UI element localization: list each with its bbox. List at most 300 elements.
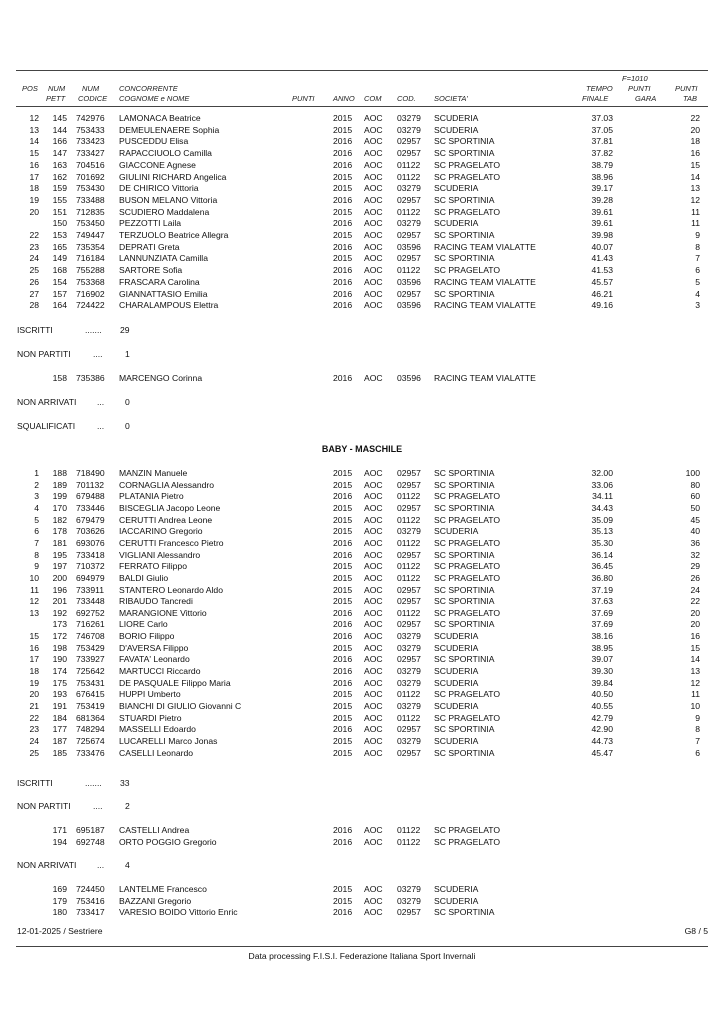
cell-pett: 171	[52, 825, 67, 835]
cell-anno: 2015	[333, 712, 353, 723]
cell-time: 38.16	[591, 631, 613, 642]
cell-cod: 01122	[397, 712, 421, 723]
cell-time: 40.50	[591, 689, 613, 700]
cell-code: 733446	[76, 502, 105, 513]
iscritti-value: 29	[120, 325, 130, 335]
squalificati-label: SQUALIFICATI	[17, 421, 76, 431]
cell-pett: 181	[52, 537, 67, 548]
cell-code: 716184	[76, 253, 105, 264]
cell-code: 733418	[76, 549, 105, 560]
cell-pos: 5	[34, 514, 39, 525]
cell-anno: 2015	[333, 561, 353, 572]
cell-pts: 20	[690, 124, 700, 135]
cell-com: AOC	[364, 230, 383, 240]
iscritti-label: ISCRITTI	[17, 325, 53, 335]
cell-pos: 19	[29, 677, 39, 688]
cell-com: AOC	[364, 218, 383, 229]
cell-pts: 12	[690, 677, 700, 688]
cell-soc: SC SPORTINIA	[434, 502, 495, 513]
table-row	[0, 515, 724, 525]
cell-pos: 14	[29, 136, 39, 147]
cell-name: HUPPI Umberto	[119, 689, 181, 700]
cell-name: VARESIO BOIDO Vittorio Enric	[119, 907, 238, 917]
cell-pts: 14	[690, 654, 700, 665]
cell-pts: 45	[690, 514, 700, 525]
cell-pett: 194	[52, 836, 67, 847]
cell-com: AOC	[364, 689, 383, 700]
cell-pett: 197	[52, 561, 67, 572]
cell-cod: 02957	[397, 194, 421, 205]
table-row	[0, 195, 724, 205]
cell-pts: 20	[690, 619, 700, 630]
non-arrivati-label: NON ARRIVATI	[17, 397, 77, 407]
cell-name: BAZZANI Gregorio	[119, 895, 192, 906]
cell-com: AOC	[364, 549, 383, 560]
table-row	[0, 113, 724, 123]
cell-cod: 02957	[397, 747, 421, 758]
cell-com: AOC	[364, 735, 383, 746]
cell-code: 703626	[76, 526, 105, 537]
cell-pos: 28	[29, 300, 39, 311]
cell-soc: SC SPORTINIA	[434, 136, 495, 147]
cell-com: AOC	[364, 596, 383, 607]
cell-anno: 2016	[333, 631, 353, 642]
col-anno: ANNO	[333, 94, 355, 103]
cell-code: 725642	[76, 666, 105, 677]
cell-pos: 21	[29, 701, 39, 711]
table-row	[0, 183, 724, 193]
table-row	[0, 666, 724, 676]
cell-anno: 2016	[333, 549, 353, 560]
cell-com: AOC	[364, 825, 383, 835]
cell-pts: 6	[695, 265, 700, 276]
col-punti-gara-1: PUNTI	[628, 84, 651, 93]
cell-cod: 02957	[397, 584, 421, 595]
table-row	[0, 526, 724, 536]
cell-pos: 27	[29, 288, 39, 299]
cell-time: 46.21	[591, 288, 613, 299]
cell-pett: 191	[52, 701, 67, 711]
cell-pts: 11	[691, 206, 700, 217]
iscritti-label: ISCRITTI	[17, 778, 53, 788]
col-num2: NUM	[82, 84, 100, 93]
non-partiti-label: NON PARTITI	[17, 349, 71, 359]
cell-pts: 100	[685, 468, 700, 478]
cell-soc: SCUDERIA	[434, 124, 479, 135]
cell-pett: 190	[52, 654, 67, 665]
cell-code: 693076	[76, 537, 105, 548]
cell-cod: 02957	[397, 288, 421, 299]
cell-soc: SC SPORTINIA	[434, 468, 495, 478]
cell-soc: SC PRAGELATO	[434, 206, 501, 217]
cell-anno: 2015	[333, 596, 353, 607]
cell-anno: 2016	[333, 607, 353, 618]
cell-pts: 5	[695, 276, 700, 287]
cell-soc: SC SPORTINIA	[434, 549, 495, 560]
cell-com: AOC	[364, 491, 383, 502]
cell-name: STANTERO Leonardo Aldo	[119, 584, 223, 595]
cell-soc: SC PRAGELATO	[434, 159, 501, 170]
cell-pts: 18	[690, 136, 700, 147]
cell-soc: SCUDERIA	[434, 677, 479, 688]
cell-cod: 02957	[397, 479, 421, 490]
cell-time: 39.61	[591, 218, 613, 229]
cell-code: 733423	[76, 136, 105, 147]
cell-com: AOC	[364, 113, 383, 123]
cell-code: 695187	[76, 825, 105, 835]
cell-soc: SCUDERIA	[434, 631, 479, 642]
cell-pett: 157	[52, 288, 67, 299]
non-arrivati-value: 4	[125, 860, 130, 870]
table-row	[0, 125, 724, 135]
table-row	[0, 907, 724, 917]
cell-soc: SCUDERIA	[434, 526, 479, 537]
cell-soc: SC SPORTINIA	[434, 724, 495, 735]
cell-com: AOC	[364, 895, 383, 906]
cell-anno: 2016	[333, 276, 353, 287]
cell-com: AOC	[364, 468, 383, 478]
cell-anno: 2015	[333, 468, 353, 478]
cell-com: AOC	[364, 666, 383, 677]
cell-pos: 9	[34, 561, 39, 572]
cell-pts: 20	[690, 607, 700, 618]
cell-cod: 03596	[397, 373, 421, 383]
cell-pett: 180	[52, 907, 67, 917]
cell-anno: 2015	[333, 183, 353, 194]
cell-pett: 177	[52, 724, 67, 735]
table-row	[0, 736, 724, 746]
cell-time: 41.43	[591, 253, 613, 264]
table-row	[0, 896, 724, 906]
cell-code: 694979	[76, 572, 105, 583]
cell-cod: 01122	[397, 514, 421, 525]
cell-pos: 19	[29, 194, 39, 205]
cell-com: AOC	[364, 206, 383, 217]
cell-pts: 36	[690, 537, 700, 548]
cell-time: 37.82	[591, 148, 613, 159]
cell-name: CERUTTI Francesco Pietro	[119, 537, 224, 548]
cell-name: RAPACCIUOLO Camilla	[119, 148, 212, 159]
table-row	[0, 300, 724, 310]
cell-pett: 145	[52, 113, 67, 123]
cell-name: SARTORE Sofia	[119, 265, 183, 276]
non-arrivati-label: NON ARRIVATI	[17, 860, 77, 870]
cell-name: RIBAUDO Tancredi	[119, 596, 193, 607]
cell-time: 35.09	[591, 514, 613, 525]
table-row	[0, 538, 724, 548]
col-codice: CODICE	[78, 94, 108, 103]
cell-cod: 02957	[397, 148, 421, 159]
cell-soc: SCUDERIA	[434, 735, 479, 746]
cell-cod: 02957	[397, 253, 421, 264]
cell-soc: RACING TEAM VIALATTE	[434, 241, 536, 252]
cell-code: 742976	[76, 113, 105, 123]
cell-soc: SC PRAGELATO	[434, 572, 501, 583]
cell-pos: 13	[29, 124, 39, 135]
cell-code: 733427	[76, 148, 105, 159]
table-row	[0, 277, 724, 287]
cell-pos: 12	[29, 596, 39, 607]
cell-pett: 189	[52, 479, 67, 490]
cell-pts: 26	[690, 572, 700, 583]
cell-anno: 2016	[333, 666, 353, 677]
cell-pos: 16	[29, 159, 39, 170]
table-row	[0, 884, 724, 894]
table-row	[0, 825, 724, 835]
cell-anno: 2016	[333, 218, 353, 229]
table-row	[0, 242, 724, 252]
cell-code: 735386	[76, 373, 105, 383]
cell-cod: 03596	[397, 276, 421, 287]
table-row	[0, 561, 724, 571]
non-arrivati-dots: ...	[97, 397, 105, 407]
cell-anno: 2016	[333, 136, 353, 147]
cell-pett: 187	[52, 735, 67, 746]
cell-time: 37.05	[591, 124, 613, 135]
cell-cod: 01122	[397, 825, 421, 835]
cell-code: 733927	[76, 654, 105, 665]
cell-time: 40.55	[591, 701, 613, 711]
cell-pett: 172	[52, 631, 67, 642]
col-concorrente: CONCORRENTE	[119, 84, 178, 93]
cell-pett: 166	[52, 136, 67, 147]
cell-pett: 188	[52, 468, 67, 478]
col-cod: COD.	[397, 94, 416, 103]
cell-code: 710372	[76, 561, 105, 572]
cell-soc: SC PRAGELATO	[434, 689, 501, 700]
table-row	[0, 136, 724, 146]
cell-pos: 8	[34, 549, 39, 560]
cell-cod: 01122	[397, 159, 421, 170]
cell-cod: 02957	[397, 136, 421, 147]
cell-pos: 15	[29, 148, 39, 159]
cell-time: 36.45	[591, 561, 613, 572]
cell-com: AOC	[364, 701, 383, 711]
col-punti: PUNTI	[292, 94, 315, 103]
cell-pos: 22	[29, 230, 39, 240]
cell-pett: 155	[52, 194, 67, 205]
cell-anno: 2015	[333, 113, 353, 123]
cell-soc: SC PRAGELATO	[434, 561, 501, 572]
cell-pts: 8	[695, 241, 700, 252]
cell-anno: 2015	[333, 642, 353, 653]
cell-soc: SCUDERIA	[434, 218, 479, 229]
table-row	[0, 724, 724, 734]
cell-soc: SC PRAGELATO	[434, 514, 501, 525]
cell-code: 692752	[76, 607, 105, 618]
cell-com: AOC	[364, 159, 383, 170]
cell-time: 45.57	[591, 276, 613, 287]
col-f: F=1010	[622, 74, 648, 83]
cell-time: 36.14	[591, 549, 613, 560]
cell-soc: SC PRAGELATO	[434, 712, 501, 723]
cell-pos: 25	[29, 265, 39, 276]
cell-code: 753429	[76, 642, 105, 653]
table-row	[0, 480, 724, 490]
cell-pett: 164	[52, 300, 67, 311]
cell-com: AOC	[364, 677, 383, 688]
cell-com: AOC	[364, 561, 383, 572]
top-rule	[16, 70, 708, 71]
cell-com: AOC	[364, 619, 383, 630]
cell-anno: 2016	[333, 265, 353, 276]
cell-pts: 60	[690, 491, 700, 502]
cell-soc: SCUDERIA	[434, 642, 479, 653]
footer-rule	[16, 946, 708, 947]
cell-cod: 02957	[397, 619, 421, 630]
cell-name: PEZZOTTI Laila	[119, 218, 182, 229]
cell-com: AOC	[364, 136, 383, 147]
cell-cod: 03279	[397, 113, 421, 123]
cell-name: BALDI Giulio	[119, 572, 169, 583]
cell-name: GIANNATTASIO Emilia	[119, 288, 208, 299]
cell-code: 718490	[76, 468, 105, 478]
cell-code: 753430	[76, 183, 105, 194]
table-row	[0, 678, 724, 688]
table-row	[0, 491, 724, 501]
table-row	[0, 550, 724, 560]
cell-code: 753450	[76, 218, 105, 229]
table-row	[0, 573, 724, 583]
cell-com: AOC	[364, 712, 383, 723]
col-tempo: TEMPO	[586, 84, 613, 93]
cell-pts: 7	[695, 735, 700, 746]
cell-time: 39.07	[591, 654, 613, 665]
cell-pts: 32	[690, 549, 700, 560]
cell-pts: 3	[695, 300, 700, 311]
cell-pett: 163	[52, 159, 67, 170]
footer-date-place: 12-01-2025 / Sestriere	[17, 926, 103, 936]
cell-com: AOC	[364, 747, 383, 758]
cell-cod: 02957	[397, 596, 421, 607]
cell-cod: 03279	[397, 884, 421, 894]
cell-anno: 2015	[333, 689, 353, 700]
table-row	[0, 289, 724, 299]
cell-pett: 153	[52, 230, 67, 240]
cell-anno: 2015	[333, 526, 353, 537]
cell-code: 753368	[76, 276, 105, 287]
cell-name: SCUDIERO Maddalena	[119, 206, 210, 217]
cell-pos: 12	[29, 113, 39, 123]
cell-code: 692748	[76, 836, 105, 847]
cell-pts: 16	[690, 631, 700, 642]
cell-com: AOC	[364, 276, 383, 287]
cell-anno: 2015	[333, 747, 353, 758]
cell-soc: SCUDERIA	[434, 895, 479, 906]
cell-name: MARANGIONE Vittorio	[119, 607, 207, 618]
col-pett: PETT	[46, 94, 66, 103]
cell-anno: 2016	[333, 537, 353, 548]
table-row	[0, 265, 724, 275]
cell-com: AOC	[364, 607, 383, 618]
cell-cod: 03279	[397, 701, 421, 711]
cell-cod: 03279	[397, 735, 421, 746]
cell-pett: 165	[52, 241, 67, 252]
cell-soc: SC PRAGELATO	[434, 607, 501, 618]
cell-code: 676415	[76, 689, 105, 700]
table-row	[0, 468, 724, 478]
cell-anno: 2016	[333, 724, 353, 735]
table-row	[0, 207, 724, 217]
cell-soc: SC SPORTINIA	[434, 288, 495, 299]
cell-pos: 17	[29, 171, 39, 182]
header-rule	[16, 106, 708, 107]
cell-com: AOC	[364, 265, 383, 276]
cell-pos: 10	[29, 572, 39, 583]
table-row	[0, 596, 724, 606]
cell-time: 45.47	[591, 747, 613, 758]
cell-soc: SC PRAGELATO	[434, 491, 501, 502]
cell-time: 34.43	[591, 502, 613, 513]
cell-pos: 23	[29, 241, 39, 252]
cell-cod: 01122	[397, 561, 421, 572]
cell-time: 37.81	[591, 136, 613, 147]
cell-name: MARCENGO Corinna	[119, 373, 203, 383]
cell-pts: 9	[695, 712, 700, 723]
cell-name: IACCARINO Gregorio	[119, 526, 203, 537]
cell-time: 40.07	[591, 241, 613, 252]
cell-pos: 7	[34, 537, 39, 548]
cell-name: MASSELLI Edoardo	[119, 724, 196, 735]
cell-pos: 16	[29, 642, 39, 653]
cell-pett: 195	[52, 549, 67, 560]
cell-name: LUCARELLI Marco Jonas	[119, 735, 218, 746]
cell-name: CERUTTI Andrea Leone	[119, 514, 213, 525]
cell-code: 733911	[76, 584, 105, 595]
cell-cod: 02957	[397, 907, 421, 917]
cell-time: 39.61	[591, 206, 613, 217]
cell-pett: 178	[52, 526, 67, 537]
cell-cod: 01122	[397, 491, 421, 502]
cell-anno: 2015	[333, 206, 353, 217]
non-arrivati-dots: ...	[97, 860, 105, 870]
cell-pos: 24	[29, 253, 39, 264]
table-row	[0, 172, 724, 182]
cell-anno: 2016	[333, 241, 353, 252]
cell-pts: 22	[690, 596, 700, 607]
cell-pos: 17	[29, 654, 39, 665]
cell-name: LANNUNZIATA Camilla	[119, 253, 208, 264]
cell-com: AOC	[364, 183, 383, 194]
table-row	[0, 148, 724, 158]
cell-anno: 2015	[333, 572, 353, 583]
cell-soc: SC PRAGELATO	[434, 537, 501, 548]
cell-time: 39.98	[591, 230, 613, 240]
cell-anno: 2015	[333, 584, 353, 595]
table-row	[0, 654, 724, 664]
cell-pts: 15	[690, 642, 700, 653]
cell-pos: 26	[29, 276, 39, 287]
cell-name: PUSCEDDU Elisa	[119, 136, 189, 147]
cell-anno: 2015	[333, 701, 353, 711]
cell-cod: 02957	[397, 468, 421, 478]
cell-time: 37.69	[591, 607, 613, 618]
table-row	[0, 218, 724, 228]
cell-com: AOC	[364, 526, 383, 537]
cell-pett: 179	[52, 895, 67, 906]
cell-cod: 01122	[397, 537, 421, 548]
cell-name: BIANCHI DI GIULIO Giovanni C	[119, 701, 242, 711]
cell-soc: RACING TEAM VIALATTE	[434, 276, 536, 287]
cell-pett: 147	[52, 148, 67, 159]
table-row	[0, 631, 724, 641]
cell-pts: 24	[690, 584, 700, 595]
cell-name: GIACCONE Agnese	[119, 159, 196, 170]
cell-name: CORNAGLIA Alessandro	[119, 479, 215, 490]
cell-name: BORIO Filippo	[119, 631, 175, 642]
table-row	[0, 643, 724, 653]
cell-anno: 2015	[333, 230, 353, 240]
